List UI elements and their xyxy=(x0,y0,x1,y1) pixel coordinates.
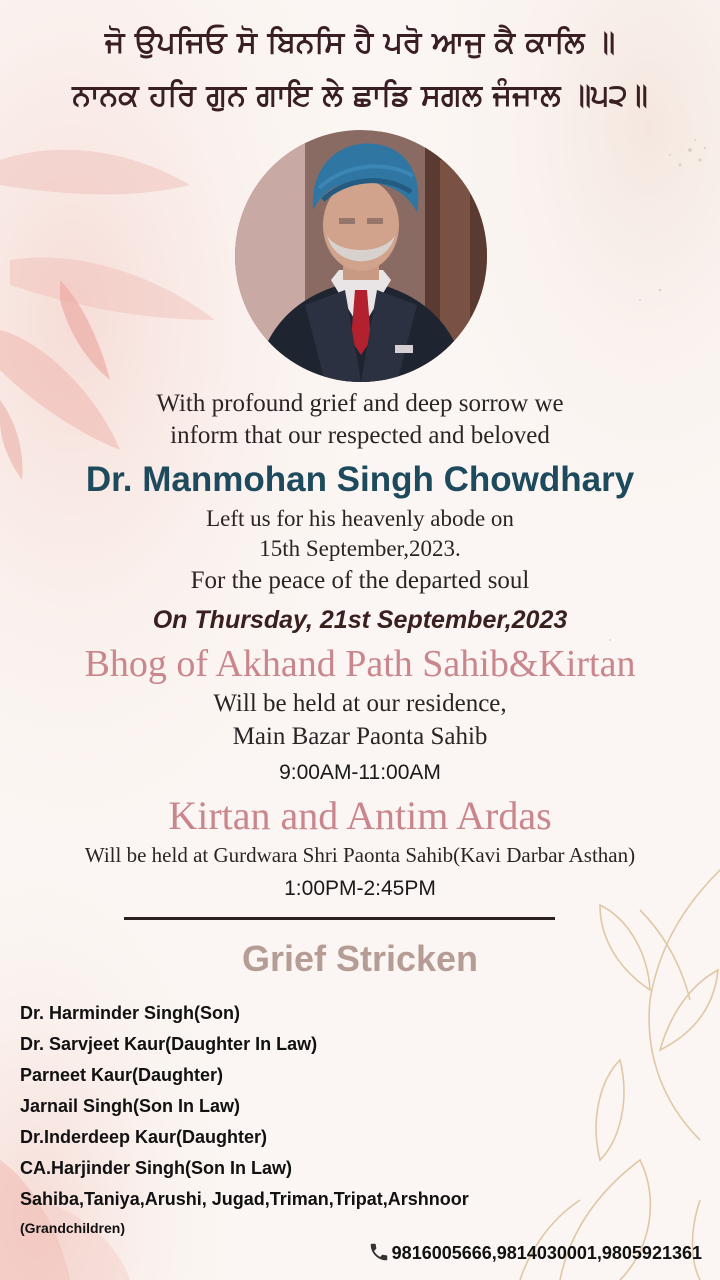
kirtan-title: Kirtan and Antim Ardas xyxy=(168,793,552,838)
divider xyxy=(124,917,555,920)
grandchildren-note: (Grandchildren) xyxy=(20,1220,126,1236)
deceased-portrait xyxy=(235,130,487,382)
intro-line-1: With profound grief and deep sorrow we xyxy=(156,390,564,417)
gurbani-line-1: ਜੋ ਉਪਜਿਓ ਸੋ ਬਿਨਸਿ ਹੈ ਪਰੋ ਆਜੁ ਕੈ ਕਾਲਿ ॥ xyxy=(104,25,616,60)
bhog-time: 9:00AM-11:00AM xyxy=(279,761,441,784)
kirtan-venue: Will be held at Gurdwara Shri Paonta Sahib(Kavi Darbar Asthan) xyxy=(84,843,636,867)
intro-line-2: inform that our respected and beloved xyxy=(170,422,550,449)
peace-line: For the peace of the departed soul xyxy=(190,567,530,594)
list-item: CA.Harjinder Singh(Son In Law) xyxy=(20,1158,293,1178)
event-date: On Thursday, 21st September,2023 xyxy=(152,606,568,634)
bhog-title: Bhog of Akhand Path Sahib&Kirtan xyxy=(84,643,636,685)
kirtan-time: 1:00PM-2:45PM xyxy=(284,877,436,900)
abode-line-2: 15th September,2023. xyxy=(259,536,461,561)
grief-title: Grief Stricken xyxy=(241,938,479,979)
deceased-name: Dr. Manmohan Singh Chowdhary xyxy=(85,460,635,499)
bhog-venue-line-1: Will be held at our residence, xyxy=(213,690,507,717)
abode-line-1: Left us for his heavenly abode on xyxy=(206,506,514,531)
grief-members-list xyxy=(20,998,469,1243)
list-item: Parneet Kaur(Daughter) xyxy=(20,1065,224,1085)
list-item: Jarnail Singh(Son In Law) xyxy=(20,1096,241,1116)
phone-numbers: 9816005666,9814030001,9805921361 xyxy=(391,1243,702,1263)
contact-numbers xyxy=(368,1241,702,1264)
bhog-venue-line-2: Main Bazar Paonta Sahib xyxy=(232,723,488,750)
list-item: Dr.Inderdeep Kaur(Daughter) xyxy=(20,1127,268,1147)
gurbani-line-2: ਨਾਨਕ ਹਰਿ ਗੁਨ ਗਾਇ ਲੇ ਛਾਡਿ ਸਗਲ ਜੰਜਾਲ ॥੫੨॥ xyxy=(72,78,648,113)
list-item: Dr. Sarvjeet Kaur(Daughter In Law) xyxy=(20,1034,318,1054)
list-item: Dr. Harminder Singh(Son) xyxy=(20,1003,241,1023)
phone-icon xyxy=(368,1241,390,1263)
list-item: Sahiba,Taniya,Arushi, Jugad,Triman,Tripat,Arshnoor xyxy=(20,1189,469,1209)
